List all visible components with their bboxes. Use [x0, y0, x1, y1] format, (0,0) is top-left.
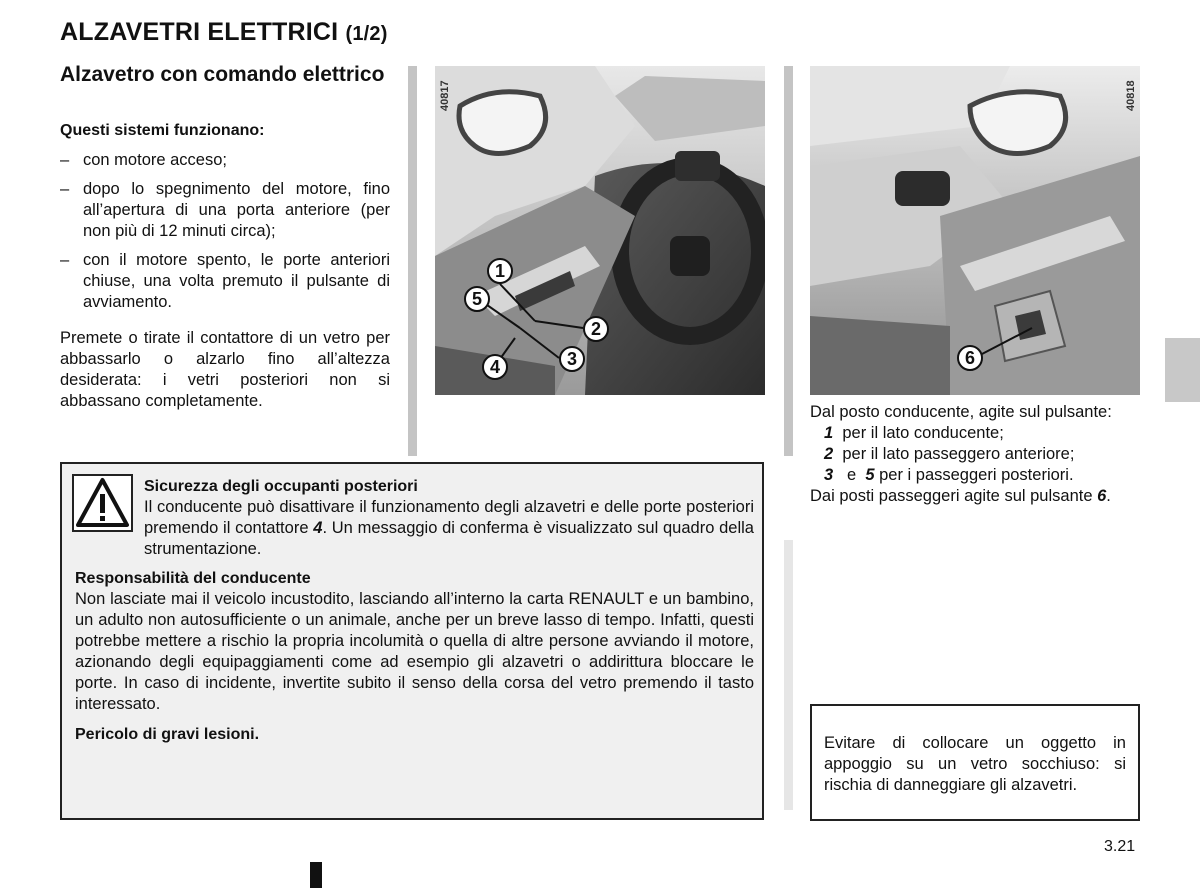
driver-intro: Dal posto conducente, agite sul pulsante: [810, 403, 1112, 421]
callout-6: 6 [957, 345, 983, 371]
list-item [810, 423, 1140, 444]
button-number: 2 [824, 445, 834, 463]
joiner-text: e [846, 466, 857, 484]
callout-5: 5 [464, 286, 490, 312]
dash-glyph: – [60, 180, 70, 198]
figure-passenger-door [810, 66, 1140, 395]
title-part: (1/2) [345, 23, 388, 45]
conditions-list [60, 150, 390, 321]
button-number: 1 [824, 424, 834, 442]
condition-text: dopo lo spegnimento del motore, fino all’apertura di una porta anteriore (per non più di 12 minuti circa); [83, 180, 390, 240]
warning-text-post: . Un messaggio di conferma è visualizzato sul quadro della strumentazione. [144, 519, 754, 558]
column-separator-right [784, 66, 793, 456]
intro-text: Questi sistemi funzionano: [60, 122, 265, 139]
passenger-text: Dai posti passeggeri agite sul pulsante [810, 487, 1093, 505]
callout-3: 3 [559, 346, 585, 372]
section-heading: Alzavetro con comando elettrico [60, 63, 385, 86]
callout-4: 4 [482, 354, 508, 380]
list-item [60, 250, 390, 313]
danger-text: Pericolo di gravi lesioni. [75, 726, 260, 743]
condition-text: con il motore spento, le porte anteriori chiuse, una volta premuto il pulsante di avviamento. [83, 251, 390, 311]
button-number: 3 [824, 466, 834, 484]
warning-heading: Sicurezza degli occupanti posteriori [144, 478, 418, 495]
instruction-paragraph: Premete o tirate il contattore di un vetro per abbassarlo o alzarlo fino all’altezza desiderata: i vetri posteriori non si abbassano completamente. [60, 329, 390, 410]
item-text: per il lato passeggero anteriore; [842, 445, 1075, 463]
list-item [810, 465, 1140, 486]
responsibility-text: Non lasciate mai il veicolo incustodito, lasciando all’interno la carta RENAULT e un bambino, un adulto non autosufficiente o un animale, anche per un breve lasso di tempo. Infatti, questi potrebbe mettere a rischio la propria incolumità o quella di altre persone avviando il motore, azionando degli equipaggiamenti come ad esempio gli alzavetri o addirittura bloccare le porte. In caso di incidente, invertite subito il senso della corsa del vetro premendo il tasto interessato. [75, 590, 754, 713]
warning-switch-number: 4 [313, 519, 323, 537]
title-text: ALZAVETRI ELETTRICI [60, 18, 339, 46]
passenger-instruction [810, 486, 1140, 507]
warning-text-pre: Il conducente può disattivare il funzionamento degli alzavetri e delle porte posteriori premendo il contattore [144, 498, 754, 537]
responsibility-heading: Responsabilità del conducente [75, 570, 311, 587]
item-text: per i passeggeri posteriori. [879, 466, 1074, 484]
page-number: 3.21 [1104, 838, 1136, 855]
chapter-thumb-tab [1165, 338, 1200, 402]
button-number: 5 [865, 466, 875, 484]
item-text: per il lato conducente; [842, 424, 1004, 442]
driver-instructions [810, 402, 1140, 507]
warning-box [60, 462, 764, 820]
punctuation: . [1106, 487, 1111, 505]
figure-ref-right: 40818 [1125, 80, 1137, 111]
column-separator-left [408, 66, 417, 456]
condition-text: con motore acceso; [83, 151, 227, 169]
callout-1: 1 [487, 258, 513, 284]
warning-icon-frame [72, 474, 133, 532]
dash-glyph: – [60, 151, 70, 169]
note-box [810, 704, 1140, 821]
list-item [60, 179, 390, 242]
warning-occupant-safety [144, 476, 754, 560]
note-text: Evitare di collocare un oggetto in appoggio su un vetro socchiuso: si rischia di danneggiare gli alzavetri. [824, 734, 1126, 794]
figure-ref-left: 40817 [439, 80, 451, 111]
button-number: 6 [1097, 487, 1107, 505]
warning-text [144, 497, 754, 560]
print-mark [310, 862, 322, 888]
page-title [60, 18, 388, 47]
list-item [810, 444, 1140, 465]
callout-2: 2 [583, 316, 609, 342]
warning-triangle-icon [74, 476, 131, 530]
dash-glyph: – [60, 251, 70, 269]
list-item [60, 150, 390, 171]
callout-leader-lines [435, 66, 765, 395]
figure-driver-door [435, 66, 765, 395]
column-separator-right-lower [784, 540, 793, 810]
warning-driver-responsibility [75, 568, 754, 715]
